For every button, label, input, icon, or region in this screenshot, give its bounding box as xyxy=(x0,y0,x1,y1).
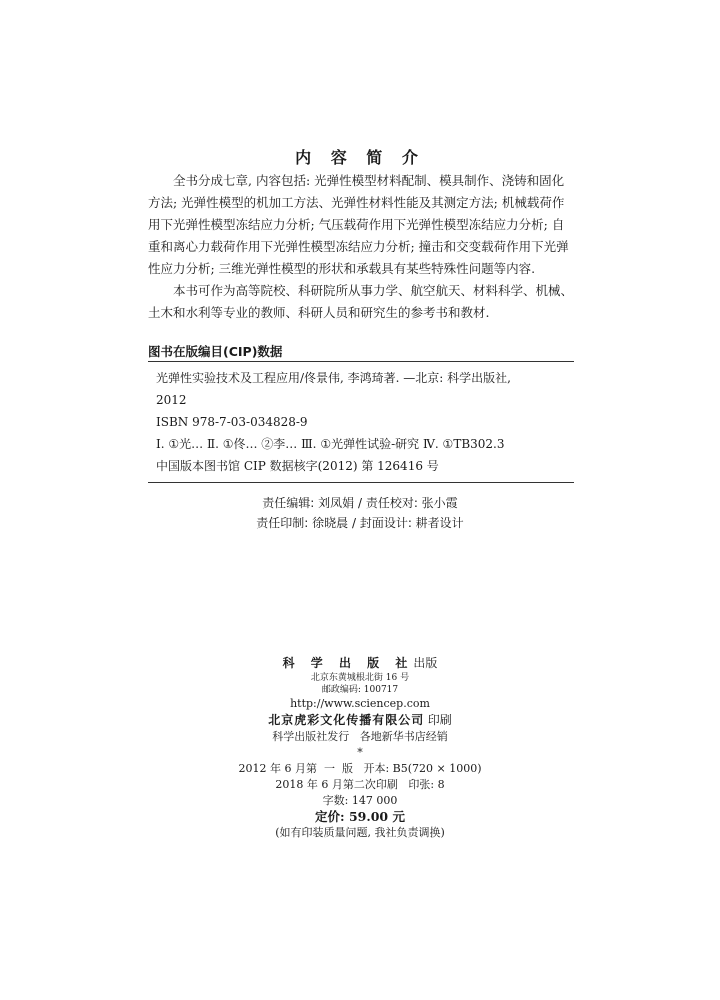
cip-heading: 图书在版编目(CIP)数据 xyxy=(148,344,283,359)
separator-star: * xyxy=(357,746,363,759)
quality-note: (如有印装质量问题, 我社负责调换) xyxy=(275,826,445,839)
credits-production: 责任印制: 徐晓晨 / 封面设计: 耕者设计 xyxy=(256,516,464,530)
word-count: 字数: 147 000 xyxy=(322,794,398,807)
cip-bottom-rule xyxy=(148,482,574,483)
publisher-suffix: 出版 xyxy=(413,656,438,670)
printer-suffix: 印刷 xyxy=(427,713,452,727)
credits xyxy=(0,493,720,533)
cip-block xyxy=(148,367,574,477)
printer-name: 北京虎彩文化传播有限公司 xyxy=(268,713,425,727)
colophon xyxy=(0,655,720,841)
cip-classification: Ⅰ. ①光… Ⅱ. ①佟… ②李… Ⅲ. ①光弹性试验-研究 Ⅳ. ①TB302.3 xyxy=(156,437,505,451)
distribution: 科学出版社发行 各地新华书店经销 xyxy=(272,730,448,743)
summary-title: 内 容 简 介 xyxy=(295,148,425,167)
summary-paragraph-2: 本书可作为高等院校、科研院所从事力学、航空航天、材料科学、机械、土木和水利等专业的教师、科研人员和研究生的参考书和教材. xyxy=(148,283,574,320)
publisher-url: http://www.sciencep.com xyxy=(290,697,430,710)
cip-isbn: ISBN 978-7-03-034828-9 xyxy=(156,415,308,429)
credits-editors: 责任编辑: 刘凤娟 / 责任校对: 张小霞 xyxy=(262,496,458,510)
cip-year-line: 2012 xyxy=(156,393,187,407)
cip-title-line: 光弹性实验技术及工程应用/佟景伟, 李鸿琦著. —北京: 科学出版社, xyxy=(156,371,511,385)
printer-line xyxy=(0,712,720,729)
publisher-line xyxy=(0,655,720,672)
publisher-address: 北京东黄城根北街 16 号 xyxy=(310,673,410,683)
summary-section xyxy=(148,170,574,324)
edition-line: 2012 年 6 月第 一 版 开本: B5(720 × 1000) xyxy=(238,762,482,775)
price: 定价: 59.00 元 xyxy=(315,809,405,824)
cip-record-number: 中国版本图书馆 CIP 数据核字(2012) 第 126416 号 xyxy=(156,459,439,473)
summary-paragraph-1: 全书分成七章, 内容包括: 光弹性模型材料配制、模具制作、浇铸和固化方法; 光弹性模型的机加工方法、光弹性材料性能及其测定方法; 机械载荷作用下光弹性模型冻结应力分析; 气压载荷作用下光弹性模型冻结应力分析; 自重和离心力载荷作用下光弹性模型冻结应力分析; 撞击和交变载荷作用下光弹性应力分析; 三维光弹性模型的形状和承载具有某些特殊性问题等内容. xyxy=(148,173,569,276)
cip-top-rule xyxy=(148,361,574,362)
publisher-postcode: 邮政编码: 100717 xyxy=(321,685,399,695)
publisher-name: 科 学 出 版 社 xyxy=(282,656,414,670)
printing-line: 2018 年 6 月第二次印刷 印张: 8 xyxy=(275,778,445,791)
